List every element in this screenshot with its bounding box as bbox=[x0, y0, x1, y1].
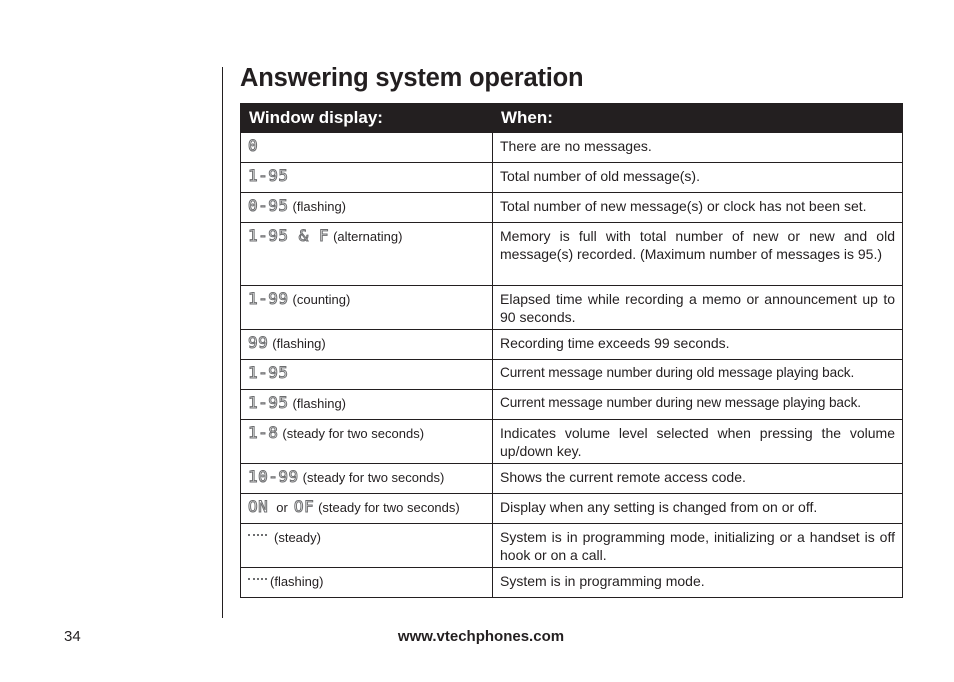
table-row bbox=[241, 360, 903, 390]
table-row bbox=[241, 163, 903, 193]
column-header-window-display: Window display: bbox=[241, 104, 493, 133]
lcd-readout: 0 bbox=[248, 136, 259, 155]
table-row bbox=[241, 390, 903, 420]
description-cell: Current message number during old message playing back. bbox=[493, 360, 903, 390]
description-cell: System is in programming mode. bbox=[493, 568, 903, 598]
description-cell: Elapsed time while recording a memo or announcement up to 90 seconds. bbox=[493, 286, 903, 330]
display-note: (counting) bbox=[292, 292, 351, 307]
page-title: Answering system operation bbox=[240, 64, 584, 92]
display-cell bbox=[241, 568, 493, 598]
display-cell bbox=[241, 133, 493, 163]
table-row bbox=[241, 286, 903, 330]
display-note: (steady for two seconds) bbox=[282, 426, 425, 441]
lcd-readout: 99 bbox=[248, 333, 269, 352]
display-note: (flashing) bbox=[272, 336, 326, 351]
description-cell: System is in programming mode, initializing or a handset is off hook or on a call. bbox=[493, 524, 903, 568]
display-note: (steady) bbox=[274, 530, 321, 545]
description-cell: Current message number during new message playing back. bbox=[493, 390, 903, 420]
display-cell bbox=[241, 464, 493, 494]
display-note: (steady for two seconds) bbox=[302, 470, 445, 485]
lcd-readout: 1-95 bbox=[248, 363, 289, 382]
lcd-readout: 1-99 bbox=[248, 289, 289, 308]
dash-segment-icon bbox=[248, 578, 267, 580]
display-table bbox=[240, 103, 903, 598]
description-cell: Total number of old message(s). bbox=[493, 163, 903, 193]
description-cell: Recording time exceeds 99 seconds. bbox=[493, 330, 903, 360]
lcd-readout: 1-95 bbox=[248, 166, 289, 185]
display-cell bbox=[241, 360, 493, 390]
display-cell bbox=[241, 494, 493, 524]
display-note: (alternating) bbox=[333, 229, 403, 244]
lcd-readout: 1-8 bbox=[248, 423, 279, 442]
table-row bbox=[241, 494, 903, 524]
page-number: 34 bbox=[64, 628, 81, 645]
lcd-readout: 10-99 bbox=[248, 467, 299, 486]
dash-segment-icon bbox=[248, 534, 267, 536]
display-cell bbox=[241, 193, 493, 223]
table-row bbox=[241, 464, 903, 494]
lcd-readout-on: ON bbox=[248, 497, 269, 516]
display-note: (flashing) bbox=[270, 574, 324, 589]
description-cell: Memory is full with total number of new or new and old message(s) recorded. (Maximum number of messages is 95.) bbox=[493, 223, 903, 286]
display-cell bbox=[241, 524, 493, 568]
description-cell: There are no messages. bbox=[493, 133, 903, 163]
column-header-when: When: bbox=[493, 104, 903, 133]
description-cell: Indicates volume level selected when pressing the volume up/down key. bbox=[493, 420, 903, 464]
display-note: (steady for two seconds) bbox=[318, 500, 460, 515]
display-cell bbox=[241, 163, 493, 193]
table-row bbox=[241, 223, 903, 286]
display-cell bbox=[241, 286, 493, 330]
display-note: (flashing) bbox=[292, 199, 346, 214]
table-header-row bbox=[241, 104, 903, 133]
table-row bbox=[241, 568, 903, 598]
lcd-readout: 1-95 bbox=[248, 393, 289, 412]
display-cell bbox=[241, 390, 493, 420]
table-row bbox=[241, 330, 903, 360]
margin-rule bbox=[222, 67, 223, 618]
or-text: or bbox=[276, 500, 288, 515]
display-cell bbox=[241, 420, 493, 464]
table-row bbox=[241, 133, 903, 163]
table-row bbox=[241, 420, 903, 464]
footer-url: www.vtechphones.com bbox=[397, 628, 565, 645]
display-note: (flashing) bbox=[292, 396, 346, 411]
table-row bbox=[241, 524, 903, 568]
table-row bbox=[241, 193, 903, 223]
description-cell: Total number of new message(s) or clock has not been set. bbox=[493, 193, 903, 223]
lcd-readout: 1-95 & F bbox=[248, 226, 330, 245]
display-cell bbox=[241, 330, 493, 360]
description-cell: Display when any setting is changed from on or off. bbox=[493, 494, 903, 524]
lcd-readout-off: OF bbox=[293, 497, 315, 516]
lcd-readout: 0-95 bbox=[248, 196, 289, 215]
description-cell: Shows the current remote access code. bbox=[493, 464, 903, 494]
display-cell bbox=[241, 223, 493, 286]
